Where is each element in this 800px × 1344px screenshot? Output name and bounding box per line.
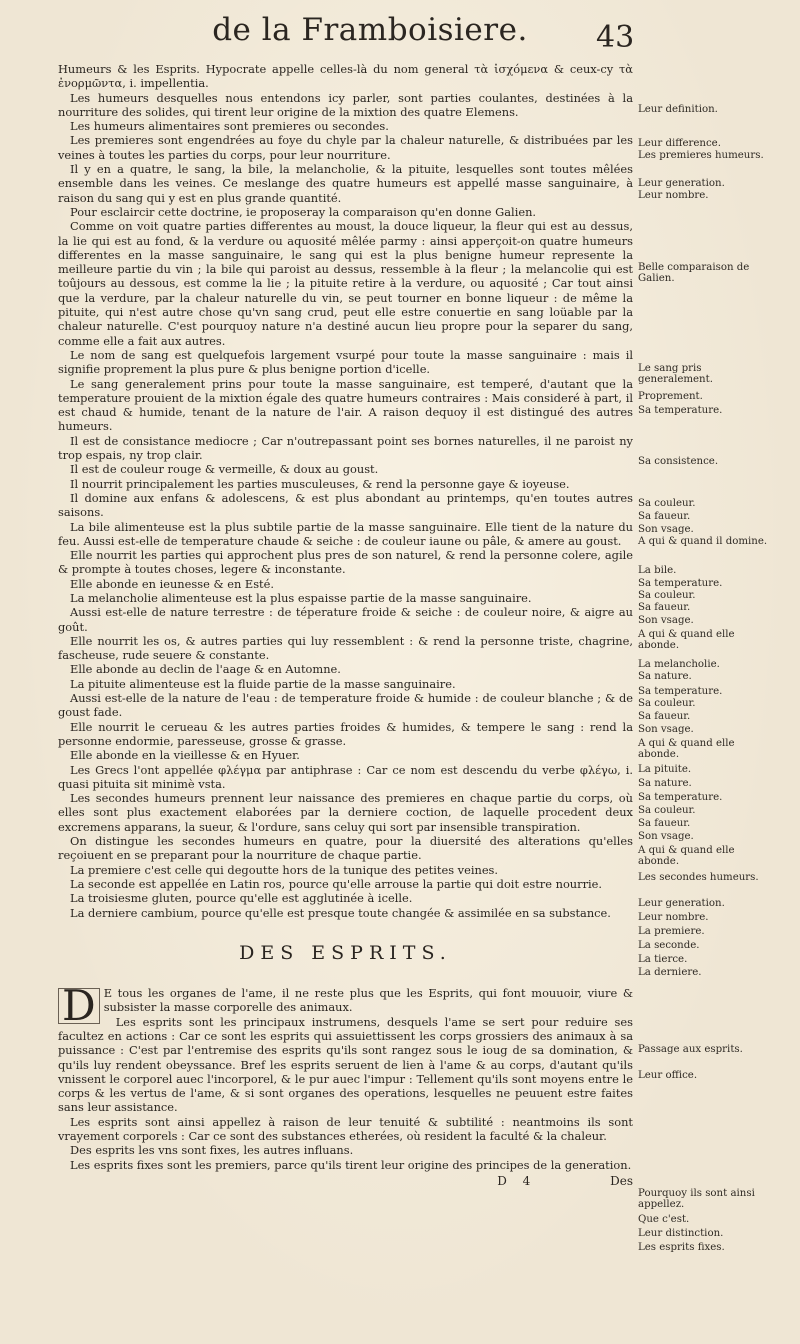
margin-note: A qui & quand il domine. (638, 536, 768, 547)
margin-note: Sa faueur. (638, 711, 691, 722)
margin-note: Sa couleur. (638, 590, 696, 601)
paragraph: La seconde est appellée en Latin ros, pource qu'elle arrouse la partie qui doit estre nourrie. (70, 876, 603, 891)
catchword-line (58, 1174, 633, 1188)
paragraph: Il nourrit principalement les parties musculeuses, & rend la personne gaye & ioyeuse. (70, 476, 570, 491)
paragraph: La bile alimenteuse est la plus subtile partie de la masse sanguinaire. Elle tient de la nature du feu. Aussi est-elle de temperature chaude & seiche : de couleur iaune ou pâle, & amere au goust. (58, 519, 633, 548)
paragraph: Comme on voit quatre parties differentes au moust, la douce liqueur, la fleur qui est au dessus, la lie qui est au fond, & la verdure ou aquosité mêlée parmy : ainsi apperçoit-on quatre humeurs differentes en la masse sanguinaire, le sang qui est la plus benigne humeur represente la meilleure partie du vin ; la bile qui paroist au dessus, ressemble à la fleur ; la melancolie qui est toûjours au dessous, est comme la lie ; la pituite retire à la verdure, ou aquosité ; Car tout ainsi que la verdure, par la chaleur naturelle du vin, se peut tourner en bonne liqueur : de même la pituite, qui n'est autre chose qu'vn sang crud, peut elle estre conuertie en sang loüable par la chaleur naturelle. C'est pourquoy nature n'a destiné aucun lieu propre pour la separer du sang, comme elle a fait aux autres. (58, 219, 633, 348)
margin-note: Proprement. (638, 391, 703, 402)
paragraph: Les esprits fixes sont les premiers, parce qu'ils tirent leur origine des principes de la generation. (70, 1157, 632, 1172)
margin-note: Leur definition. (638, 104, 718, 115)
paragraph: La troisiesme gluten, pource qu'elle est agglutinée à icelle. (70, 891, 413, 906)
paragraph: Il est de couleur rouge & vermeille, & doux au goust. (70, 462, 379, 477)
margin-note: La melancholie. (638, 659, 720, 670)
margin-note: La seconde. (638, 940, 700, 951)
margin-note: A qui & quand elle abonde. (638, 629, 735, 652)
margin-note: Pourquoy ils sont ainsi appellez. (638, 1188, 755, 1211)
margin-note: Le sang pris generalement. (638, 363, 713, 386)
paragraph: Aussi est-elle de la nature de l'eau : de temperature froide & humide : de couleur blanche ; & de goust fade. (58, 691, 633, 720)
paragraph: Les secondes humeurs prennent leur naissance des premieres en chaque partie du corps, où elles sont plus exactement elaborées par la derniere coction, de laquelle procedent deux excremens apparans, la sueur, & l'ordure, sans celuy qui sort par insensible transpiration. (58, 791, 633, 834)
paragraph: Les premieres sont engendrées au foye du chyle par la chaleur naturelle, & distribuées par les veines à toutes les parties du corps, pour leur nourriture. (58, 133, 633, 162)
paragraph: Les humeurs alimentaires sont premieres ou secondes. (70, 119, 389, 134)
margin-note: Sa nature. (638, 778, 692, 789)
margin-note: Leur nombre. (638, 190, 709, 201)
margin-note: Les secondes humeurs. (638, 872, 759, 883)
paragraph: La premiere c'est celle qui degoutte hors de la tunique des petites veines. (70, 862, 499, 877)
margin-note: Leur generation. (638, 178, 725, 189)
paragraph: Les esprits sont les principaux instrumens, desquels l'ame se sert pour reduire ses facultez en actions : Car ce sont les esprits qui assuiettissent les corps grossiers des animaux à sa puissance : C'est par l'entremise des esprits qu'ils sont rangez sous le ioug de sa domination, & qu'ils luy rendent obeyssance. Bref les esprits seruent de lien à l'ame & au corps, d'autant qu'ils vnissent le corporel auec l'incorporel, & le pur auec l'impur : Tellement qu'ils sont moyens entre le corps & les vertus de l'ame, & si sont organes des operations, lesquelles ne peuuent estre faites sans leur assistance. (58, 1014, 633, 1115)
paragraph: La derniere cambium, pource qu'elle est presque toute changée & assimilée en sa substance. (70, 905, 611, 920)
margin-note: Sa temperature. (638, 405, 723, 416)
paragraph: Elle nourrit les parties qui approchent plus pres de son naturel, & rend la personne colere, agile & prompte à toutes choses, legere & inconstante. (58, 548, 633, 577)
paragraph: La pituite alimenteuse est la fluide partie de la masse sanguinaire. (70, 676, 456, 691)
margin-note: Sa nature. (638, 671, 692, 682)
margin-note: Leur nombre. (638, 912, 709, 923)
margin-note: Leur generation. (638, 898, 725, 909)
margin-note: Sa couleur. (638, 498, 696, 509)
margin-note: Sa faueur. (638, 818, 691, 829)
paragraph: Elle abonde en ieunesse & en Esté. (70, 576, 274, 591)
margin-note: Son vsage. (638, 831, 694, 842)
paragraph: Elle abonde en la vieillesse & en Hyuer. (70, 748, 300, 763)
margin-note: La pituite. (638, 764, 692, 775)
margin-note: Son vsage. (638, 724, 694, 735)
body-text (58, 62, 633, 1188)
margin-note: Leur distinction. (638, 1228, 724, 1239)
margin-note: Belle comparaison de Galien. (638, 262, 750, 285)
margin-note: Son vsage. (638, 524, 694, 535)
margin-note: Sa couleur. (638, 805, 696, 816)
catchword: Des (610, 1173, 633, 1188)
margin-note: Les esprits fixes. (638, 1242, 725, 1253)
margin-note: La bile. (638, 565, 677, 576)
margin-note: La premiere. (638, 926, 705, 937)
paragraph: Elle nourrit les os, & autres parties qui luy ressemblent : & rend la personne triste, chagrine, fascheuse, rude seuere & constante. (58, 633, 633, 663)
margin-note: Que c'est. (638, 1214, 690, 1225)
margin-note: Sa faueur. (638, 602, 691, 613)
margin-note: La derniere. (638, 967, 702, 978)
paragraph: Les humeurs desquelles nous entendons icy parler, sont parties coulantes, destinées à la nourriture des solides, qui tirent leur origine de la mixtion des quatre Elemens. (58, 90, 633, 119)
paragraph: Les esprits sont ainsi appellez à raison de leur tenuité & subtilité : neantmoins ils sont vrayement corporels : Car ce sont des substances etherées, où resident la faculté & la chaleur. (58, 1114, 633, 1144)
running-head: de la Framboisiere. (212, 12, 528, 48)
paragraph: La melancholie alimenteuse est la plus espaisse partie de la masse sanguinaire. (70, 590, 532, 605)
page-number: 43 (596, 20, 635, 55)
paragraph: Des esprits les vns sont fixes, les autres influans. (70, 1143, 354, 1158)
margin-note: Sa consistence. (638, 456, 719, 467)
section-title: DES ESPRITS. (239, 941, 452, 964)
paragraph (58, 981, 633, 1031)
margin-note: Leur office. (638, 1070, 698, 1081)
drop-cap: D (58, 988, 100, 1024)
margin-note: A qui & quand elle abonde. (638, 845, 735, 868)
margin-note: Sa couleur. (638, 698, 696, 709)
paragraph: Les Grecs l'ont appellée φλέγμα par antiphrase : Car ce nom est descendu du verbe φλέγω, i. quasi pituita sit minimè vsta. (58, 762, 633, 791)
margin-note: Sa faueur. (638, 511, 691, 522)
paragraph: Elle abonde au declin de l'aage & en Automne. (70, 662, 341, 677)
margin-note: Sa temperature. (638, 686, 723, 697)
margin-note: Son vsage. (638, 615, 694, 626)
paragraph: Elle nourrit le cerueau & les autres parties froides & humides, & tempere le sang : rend la personne endormie, paresseuse, grosse & grasse. (58, 719, 633, 748)
paragraph: Il domine aux enfans & adolescens, & est plus abondant au printemps, qu'en toutes autres saisons. (58, 490, 633, 520)
paragraph: Humeurs & les Esprits. Hypocrate appelle celles-là du nom general τὰ ἰσχόμενα & ceux-cy τὰ ἐνορμῶντα, i. impellentia. (58, 62, 633, 91)
paragraph: Le nom de sang est quelquefois largement vsurpé pour toute la masse sanguinaire : mais il signifie proprement la plus pure & plus benigne portion d'icelle. (58, 347, 633, 377)
signature-mark: D 4 (497, 1173, 537, 1188)
margin-note: Les premieres humeurs. (638, 150, 764, 161)
margin-note: Passage aux esprits. (638, 1044, 743, 1055)
paragraph: Le sang generalement prins pour toute la masse sanguinaire, est temperé, d'autant que la temperature prouient de la mixtion égale des quatre humeurs contraires : Mais consideré à part, il est chaud & humide, tenant de la nature de l'air. A raison dequoy il est distingué des autres humeurs. (58, 376, 633, 434)
paragraph: Il y en a quatre, le sang, la bile, la melancholie, & la pituite, lesquelles sont toutes mêlées ensemble dans les veines. Ce meslange des quatre humeurs est appellé masse sanguinaire, à raison du sang qui y est en plus grande quantité. (58, 162, 633, 205)
margin-note: La tierce. (638, 954, 688, 965)
margin-note: Sa temperature. (638, 792, 723, 803)
paragraph: On distingue les secondes humeurs en quatre, pour la diuersité des alterations qu'elles reçoiuent en se preparant pour la nourriture de chaque partie. (58, 834, 633, 863)
margin-note: Leur difference. (638, 138, 721, 149)
paragraph: Il est de consistance mediocre ; Car n'outrepassant point ses bornes naturelles, il ne paroist ny trop espais, ny trop clair. (58, 433, 633, 463)
margin-note: A qui & quand elle abonde. (638, 738, 735, 761)
paragraph: Aussi est-elle de nature terrestre : de téperature froide & seiche : de couleur noire, & aigre au goût. (58, 605, 633, 634)
margin-note: Sa temperature. (638, 578, 723, 589)
paragraph-text: E tous les organes de l'ame, il ne reste plus que les Esprits, qui font mouuoir, viure & subsister la masse corporelle des animaux. (103, 986, 633, 1015)
paragraph: Pour esclaircir cette doctrine, ie proposeray la comparaison qu'en donne Galien. (70, 204, 537, 219)
